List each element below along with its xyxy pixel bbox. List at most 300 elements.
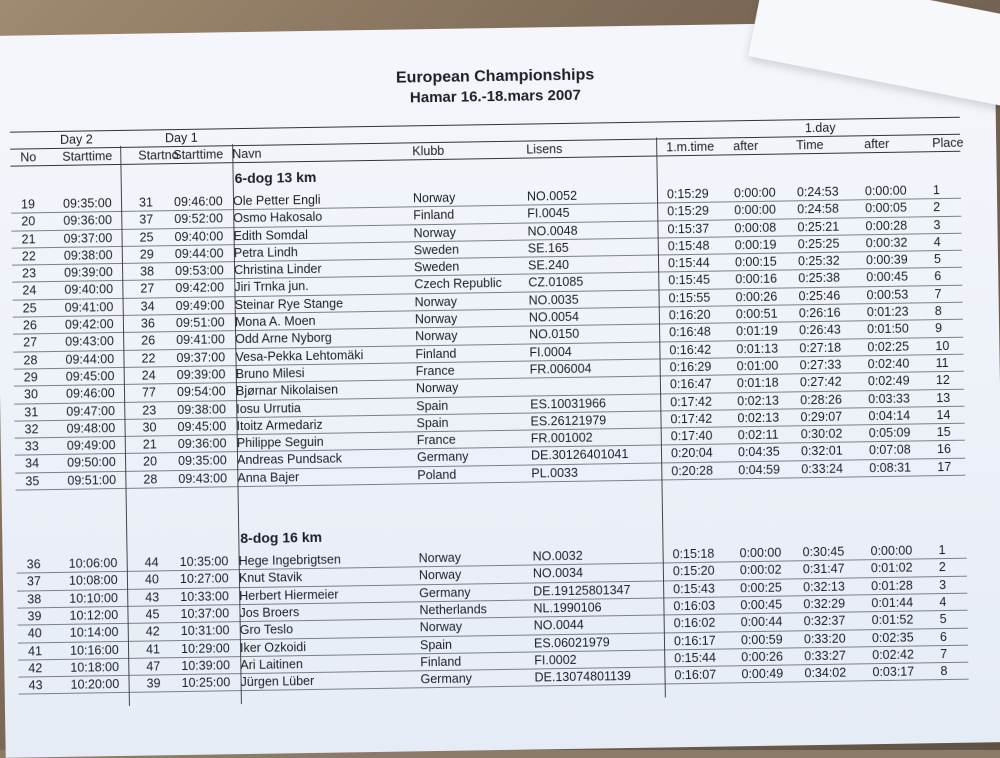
cell-day1-starttime: 10:27:00 <box>179 571 229 587</box>
cell-time: 0:25:32 <box>797 253 840 269</box>
cell-after-1: 0:00:51 <box>735 306 778 322</box>
cell-day1-startno: 24 <box>141 368 156 383</box>
cell-time: 0:32:13 <box>803 579 845 594</box>
cell-first-m-time: 0:15:44 <box>674 650 717 666</box>
cell-place: 15 <box>936 425 951 440</box>
cell-first-m-time: 0:15:29 <box>666 186 709 202</box>
cell-time: 0:27:33 <box>799 357 842 373</box>
cell-after-2: 0:02:35 <box>871 630 914 645</box>
cell-first-m-time: 0:16:20 <box>668 307 711 323</box>
cell-license: NO.0032 <box>532 548 583 564</box>
cell-after-1: 0:00:08 <box>734 220 777 235</box>
cell-name: Bjørnar Nikolaisen <box>235 382 339 399</box>
cell-time: 0:25:46 <box>798 288 841 304</box>
cell-club: Norway <box>414 311 458 327</box>
cell-license: ES.10031966 <box>530 395 607 412</box>
cell-license: SE.165 <box>527 240 569 256</box>
cell-name: Bruno Milesi <box>235 366 305 382</box>
cell-first-m-time: 0:16:03 <box>673 598 716 614</box>
cell-day1-startno: 28 <box>143 472 158 487</box>
cell-first-m-time: 0:20:04 <box>670 446 713 461</box>
cell-license: FR.001002 <box>530 430 593 446</box>
cell-day1-starttime: 10:25:00 <box>181 675 231 691</box>
cell-start-no: 21 <box>21 231 36 247</box>
cell-day1-startno: 77 <box>141 385 157 400</box>
cell-club: Norway <box>414 294 458 310</box>
cell-after-2: 0:02:49 <box>867 373 910 389</box>
cell-day1-startno: 37 <box>139 212 154 227</box>
cell-place: 13 <box>936 390 951 405</box>
cell-after-2: 0:00:28 <box>865 218 908 233</box>
cell-after-1: 0:04:35 <box>737 445 780 460</box>
cell-name: Iosu Urrutia <box>236 400 301 416</box>
cell-day2-starttime: 09:48:00 <box>66 420 116 436</box>
cell-name: Christina Linder <box>233 261 322 278</box>
section-title-text: 6-dog 13 km <box>234 168 317 187</box>
cell-club: France <box>416 432 456 448</box>
cell-time: 0:25:21 <box>797 219 840 234</box>
cell-after-1: 0:00:02 <box>739 562 782 578</box>
cell-start-no: 34 <box>25 456 40 471</box>
cell-license: NO.0048 <box>527 223 578 239</box>
cell-day1-startno: 42 <box>145 624 160 639</box>
cell-time: 0:29:07 <box>800 409 843 425</box>
cell-first-m-time: 0:16:17 <box>673 633 716 648</box>
cell-day2-starttime: 09:40:00 <box>64 282 114 298</box>
cell-after-1: 0:01:18 <box>736 375 779 391</box>
cell-time: 0:26:43 <box>799 323 841 338</box>
cell-first-m-time: 0:16:47 <box>669 376 712 392</box>
header-lisens: Lisens <box>526 141 563 157</box>
cell-day1-starttime: 09:42:00 <box>175 280 225 296</box>
cell-after-1: 0:00:25 <box>740 580 782 595</box>
cell-license: SE.240 <box>527 258 570 273</box>
cell-first-m-time: 0:17:42 <box>670 394 713 409</box>
cell-after-1: 0:01:00 <box>736 358 779 374</box>
cell-day1-startno: 20 <box>142 454 158 470</box>
cell-day1-starttime: 09:40:00 <box>174 228 224 244</box>
cell-start-no: 29 <box>23 370 38 385</box>
cell-first-m-time: 0:16:42 <box>669 342 712 358</box>
cell-day1-startno: 34 <box>140 299 155 314</box>
cell-after-2: 0:05:09 <box>868 425 911 441</box>
cell-time: 0:24:58 <box>797 201 840 217</box>
cell-start-no: 22 <box>21 249 36 264</box>
cell-time: 0:30:02 <box>800 426 843 442</box>
cell-after-2: 0:01:28 <box>871 578 913 593</box>
cell-day1-starttime: 09:39:00 <box>176 367 226 383</box>
header-day2: Day 2 <box>59 132 93 147</box>
cell-club: Spain <box>416 398 449 413</box>
cell-time: 0:27:18 <box>799 340 842 355</box>
header-starttime-day1: Starttime <box>173 147 224 163</box>
cell-day2-starttime: 10:08:00 <box>68 573 118 589</box>
header-1day: 1.day <box>804 120 836 136</box>
cell-after-1: 0:02:13 <box>737 410 780 426</box>
cell-name: Mona A. Moen <box>234 313 316 330</box>
cell-first-m-time: 0:15:29 <box>667 203 710 219</box>
cell-license: FI.0045 <box>527 206 570 221</box>
cell-license: NO.0054 <box>528 309 580 325</box>
cell-license: FI.0004 <box>529 344 572 360</box>
cell-club: Poland <box>417 467 457 483</box>
cell-day1-startno: 47 <box>146 659 161 674</box>
cell-day1-starttime: 09:51:00 <box>175 315 225 331</box>
cell-day1-starttime: 09:52:00 <box>174 211 224 227</box>
cell-start-no: 31 <box>24 404 39 420</box>
cell-start-no: 27 <box>23 335 38 350</box>
cell-name: Gro Teslo <box>239 622 294 638</box>
cell-start-no: 28 <box>23 352 38 368</box>
cell-day2-starttime: 09:41:00 <box>64 299 114 315</box>
cell-name: Jürgen Lüber <box>240 674 315 690</box>
cell-place: 8 <box>934 304 942 319</box>
cell-day2-starttime: 10:16:00 <box>69 642 119 658</box>
cell-after-1: 0:00:00 <box>733 185 776 201</box>
cell-after-1: 0:01:19 <box>736 324 778 339</box>
cell-place: 5 <box>933 252 942 267</box>
header-time: Time <box>796 137 824 153</box>
cell-name: Itoitz Armedariz <box>236 417 323 434</box>
cell-time: 0:33:24 <box>801 461 844 477</box>
cell-club: France <box>415 363 455 379</box>
cell-day2-starttime: 09:45:00 <box>65 369 115 384</box>
cell-day1-startno: 29 <box>139 247 154 262</box>
cell-day2-starttime: 10:18:00 <box>70 659 120 675</box>
cell-club: Finland <box>415 346 457 361</box>
cell-day1-startno: 44 <box>144 555 159 570</box>
cell-club: Germany <box>419 585 471 600</box>
header-no: No <box>20 150 37 165</box>
cell-name: Andreas Pundsack <box>236 451 343 468</box>
cell-name: Vesa-Pekka Lehtomäki <box>235 347 364 364</box>
cell-day2-starttime: 10:20:00 <box>70 677 120 692</box>
cell-after-1: 0:04:59 <box>738 462 781 478</box>
cell-day2-starttime: 10:12:00 <box>69 607 119 623</box>
cell-day1-startno: 21 <box>142 437 157 452</box>
cell-after-1: 0:01:13 <box>736 341 779 356</box>
cell-name: Steinar Rye Stange <box>234 296 344 312</box>
cell-license: FI.0002 <box>534 652 577 668</box>
cell-day1-startno: 36 <box>140 316 155 331</box>
cell-club: Sweden <box>413 242 460 258</box>
cell-after-2: 0:01:23 <box>866 304 909 320</box>
cell-license: NO.0150 <box>529 327 580 342</box>
cell-start-no: 37 <box>26 574 41 589</box>
cell-license: NO.0044 <box>533 617 584 633</box>
cell-place: 3 <box>933 217 941 232</box>
cell-after-1: 0:00:15 <box>734 254 777 270</box>
cell-day1-startno: 38 <box>140 264 155 279</box>
cell-after-1: 0:00:26 <box>735 289 778 305</box>
results-sheet <box>0 20 1000 758</box>
cell-place: 6 <box>939 629 948 644</box>
cell-name: Knut Stavik <box>238 570 303 586</box>
cell-after-2: 0:01:44 <box>871 595 914 611</box>
cell-day1-startno: 26 <box>141 333 156 349</box>
cell-first-m-time: 0:16:48 <box>669 325 711 340</box>
cell-day1-starttime: 09:53:00 <box>175 263 224 279</box>
cell-first-m-time: 0:15:18 <box>672 546 715 562</box>
cell-start-no: 38 <box>27 591 42 607</box>
cell-after-1: 0:00:45 <box>740 597 783 613</box>
cell-day2-starttime: 09:39:00 <box>64 265 113 281</box>
cell-place: 16 <box>936 442 952 457</box>
cell-day1-startno: 40 <box>144 572 159 587</box>
cell-time: 0:32:29 <box>803 596 846 612</box>
cell-after-1: 0:00:00 <box>739 545 782 561</box>
cell-after-1: 0:00:16 <box>735 272 778 287</box>
cell-time: 0:25:38 <box>798 271 841 286</box>
cell-name: Hege Ingebrigtsen <box>238 552 341 569</box>
cell-day1-starttime: 09:36:00 <box>177 436 227 452</box>
cell-day2-starttime: 09:43:00 <box>65 334 114 350</box>
cell-after-1: 0:02:13 <box>737 393 780 408</box>
cell-place: 14 <box>936 407 951 423</box>
cell-club: Norway <box>418 550 462 566</box>
header-mtime: 1.m.time <box>666 139 715 155</box>
cell-after-2: 0:00:05 <box>865 200 908 216</box>
cell-start-no: 40 <box>27 626 42 641</box>
cell-after-2: 0:04:14 <box>868 408 911 424</box>
cell-day1-starttime: 10:33:00 <box>180 588 229 604</box>
cell-place: 2 <box>938 560 946 575</box>
cell-place: 3 <box>939 577 947 592</box>
cell-club: Finland <box>413 207 455 223</box>
cell-after-2: 0:00:45 <box>866 270 909 285</box>
cell-after-1: 0:02:11 <box>737 427 779 443</box>
cell-after-2: 0:00:32 <box>865 235 908 251</box>
cell-day1-starttime: 10:35:00 <box>179 554 229 570</box>
cell-club: Norway <box>415 380 459 396</box>
header-after-1: after <box>733 138 759 154</box>
cell-name: Ari Laitinen <box>240 656 303 672</box>
cell-day1-startno: 31 <box>138 195 154 210</box>
cell-day2-starttime: 09:44:00 <box>65 351 115 367</box>
cell-after-2: 0:02:42 <box>872 647 915 663</box>
header-klubb: Klubb <box>412 143 445 159</box>
cell-place: 11 <box>935 355 949 371</box>
cell-after-2: 0:07:08 <box>868 443 911 458</box>
cell-start-no: 43 <box>28 678 43 693</box>
cell-club: Spain <box>419 637 453 652</box>
cell-day2-starttime: 09:51:00 <box>67 472 117 488</box>
cell-place: 4 <box>939 594 947 610</box>
cell-club: Sweden <box>413 259 460 275</box>
cell-name: Herbert Hiermeier <box>239 587 339 603</box>
cell-start-no: 26 <box>22 318 37 333</box>
cell-day1-startno: 27 <box>140 281 155 297</box>
cell-time: 0:30:45 <box>802 544 845 560</box>
cell-day1-starttime: 09:44:00 <box>174 246 224 261</box>
cell-day1-starttime: 10:29:00 <box>180 640 230 656</box>
cell-time: 0:26:16 <box>798 305 841 321</box>
cell-start-no: 25 <box>22 301 37 316</box>
results-sections <box>10 152 968 695</box>
cell-first-m-time: 0:15:45 <box>668 273 711 288</box>
cell-after-2: 0:01:50 <box>867 321 909 337</box>
cell-day2-starttime: 09:47:00 <box>66 403 116 419</box>
cell-after-2: 0:03:33 <box>868 391 911 406</box>
cell-club: Germany <box>420 671 473 687</box>
cell-first-m-time: 0:16:02 <box>673 615 716 631</box>
cell-day2-starttime: 09:38:00 <box>63 247 113 263</box>
cell-first-m-time: 0:16:07 <box>674 667 717 683</box>
cell-name: Edith Somdal <box>233 227 309 243</box>
cell-name: Osmo Hakosalo <box>233 210 323 226</box>
cell-name: Petra Lindh <box>233 245 298 261</box>
cell-day1-starttime: 09:35:00 <box>177 453 227 469</box>
cell-club: Germany <box>416 449 469 465</box>
cell-first-m-time: 0:15:48 <box>667 238 710 254</box>
cell-place: 8 <box>940 664 948 679</box>
cell-start-no: 32 <box>24 422 39 437</box>
cell-license: ES.26121979 <box>530 413 607 429</box>
cell-first-m-time: 0:15:20 <box>672 563 715 579</box>
cell-after-2: 0:01:02 <box>870 560 913 576</box>
cell-club: Norway <box>418 567 462 583</box>
header-day1: Day 1 <box>164 130 198 146</box>
cell-day2-starttime: 09:37:00 <box>63 230 113 246</box>
cell-start-no: 19 <box>20 197 36 212</box>
cell-day1-startno: 43 <box>145 590 160 605</box>
cell-club: Spain <box>416 415 449 431</box>
cell-club: Norway <box>412 190 456 206</box>
cell-after-1: 0:00:00 <box>734 202 777 218</box>
cell-time: 0:27:42 <box>799 374 842 390</box>
cell-day1-starttime: 09:54:00 <box>176 384 226 400</box>
cell-day2-starttime: 09:50:00 <box>67 455 116 471</box>
cell-place: 5 <box>939 612 947 627</box>
cell-day1-starttime: 09:46:00 <box>173 194 223 210</box>
cell-time: 0:32:37 <box>803 613 846 629</box>
cell-day1-starttime: 10:39:00 <box>181 658 231 673</box>
cell-after-2: 0:01:52 <box>871 612 914 628</box>
cell-first-m-time: 0:20:28 <box>671 463 714 479</box>
cell-first-m-time: 0:15:44 <box>667 255 710 271</box>
cell-day1-starttime: 09:41:00 <box>176 332 225 348</box>
cell-license: ES.06021979 <box>533 634 610 651</box>
cell-after-1: 0:00:49 <box>741 666 784 682</box>
cell-first-m-time: 0:16:29 <box>669 359 712 375</box>
cell-name: Ole Petter Engli <box>232 192 321 209</box>
cell-place: 2 <box>933 200 941 215</box>
cell-day1-starttime: 09:43:00 <box>178 471 228 486</box>
cell-day2-starttime: 09:36:00 <box>63 213 113 229</box>
cell-start-no: 20 <box>21 214 36 229</box>
cell-place: 1 <box>938 543 946 558</box>
header-place: Place <box>932 135 964 151</box>
cell-club: Czech Republic <box>414 276 502 292</box>
cell-name: Philippe Seguin <box>236 434 324 451</box>
cell-license: NO.0034 <box>532 566 584 581</box>
cell-after-2: 0:03:17 <box>872 664 915 680</box>
cell-after-1: 0:00:59 <box>740 632 783 647</box>
cell-first-m-time: 0:15:43 <box>673 581 715 596</box>
cell-place: 7 <box>940 646 948 661</box>
cell-after-1: 0:00:44 <box>740 614 783 630</box>
cell-after-1: 0:00:26 <box>741 649 784 665</box>
cell-day2-starttime: 09:42:00 <box>64 317 114 332</box>
cell-first-m-time: 0:17:40 <box>670 428 713 444</box>
cell-place: 1 <box>932 183 940 198</box>
cell-day1-startno: 30 <box>142 420 157 435</box>
cell-day1-startno: 39 <box>146 676 161 691</box>
cell-day1-starttime: 09:38:00 <box>177 401 227 417</box>
cell-day2-starttime: 09:46:00 <box>65 386 115 402</box>
cell-day2-starttime: 09:49:00 <box>66 438 116 453</box>
cell-name: Jiri Trnka jun. <box>234 279 309 295</box>
cell-club: Norway <box>413 225 457 240</box>
cell-license: DE.30126401041 <box>530 447 629 463</box>
cell-time: 0:33:27 <box>804 648 847 664</box>
cell-day1-startno: 25 <box>139 230 154 245</box>
cell-start-no: 42 <box>28 661 43 676</box>
cell-license: NL.1990106 <box>533 600 602 616</box>
cell-day2-starttime: 10:06:00 <box>68 556 118 571</box>
cell-name: Odd Arne Nyborg <box>235 331 332 347</box>
cell-start-no: 23 <box>22 266 37 281</box>
cell-day1-startno: 45 <box>145 607 160 622</box>
cell-day1-startno: 41 <box>145 641 161 657</box>
cell-first-m-time: 0:15:55 <box>668 290 711 306</box>
header-starttime-day2: Starttime <box>62 149 113 164</box>
cell-place: 17 <box>937 459 952 474</box>
cell-day1-starttime: 10:31:00 <box>180 623 230 639</box>
cell-time: 0:28:26 <box>800 392 843 407</box>
cell-club: Norway <box>419 619 463 635</box>
cell-after-2: 0:00:00 <box>864 183 907 199</box>
cell-name: Iker Ozkoidi <box>239 639 307 655</box>
document-title: European Championships <box>395 66 595 87</box>
header-after-2: after <box>864 136 890 152</box>
cell-day2-starttime: 09:35:00 <box>62 196 112 211</box>
cell-start-no: 35 <box>25 473 40 489</box>
cell-license: DE.19125801347 <box>533 582 631 599</box>
cell-license: CZ.01085 <box>528 275 584 291</box>
cell-after-2: 0:02:40 <box>867 356 910 372</box>
cell-start-no: 39 <box>27 609 42 624</box>
cell-time: 0:32:01 <box>800 444 843 459</box>
cell-day1-starttime: 09:37:00 <box>176 349 226 365</box>
cell-day1-starttime: 09:49:00 <box>175 298 225 313</box>
cell-time: 0:33:20 <box>803 631 846 646</box>
cell-start-no: 36 <box>26 557 41 572</box>
cell-after-1: 0:00:19 <box>734 237 777 253</box>
cell-time: 0:34:02 <box>804 665 847 681</box>
cell-time: 0:31:47 <box>802 561 845 577</box>
cell-after-2: 0:02:25 <box>867 339 910 354</box>
cell-start-no: 33 <box>24 439 39 454</box>
results-table <box>10 117 969 695</box>
cell-place: 6 <box>934 269 942 284</box>
cell-club: Finland <box>420 654 462 670</box>
cell-day1-startno: 22 <box>141 351 156 366</box>
cell-club: Netherlands <box>419 602 487 618</box>
cell-after-2: 0:08:31 <box>869 460 912 475</box>
cell-place: 12 <box>935 373 950 388</box>
cell-after-2: 0:00:39 <box>865 252 908 268</box>
cell-start-no: 41 <box>27 643 43 658</box>
cell-place: 9 <box>934 321 943 336</box>
cell-start-no: 24 <box>22 283 37 298</box>
section-title-text: 8-dog 16 km <box>240 528 323 547</box>
cell-time: 0:25:25 <box>797 236 840 252</box>
cell-license: PL.0033 <box>531 465 579 481</box>
cell-day1-starttime: 10:37:00 <box>180 606 230 621</box>
cell-license: NO.0035 <box>528 292 579 308</box>
cell-time: 0:24:53 <box>796 184 839 200</box>
